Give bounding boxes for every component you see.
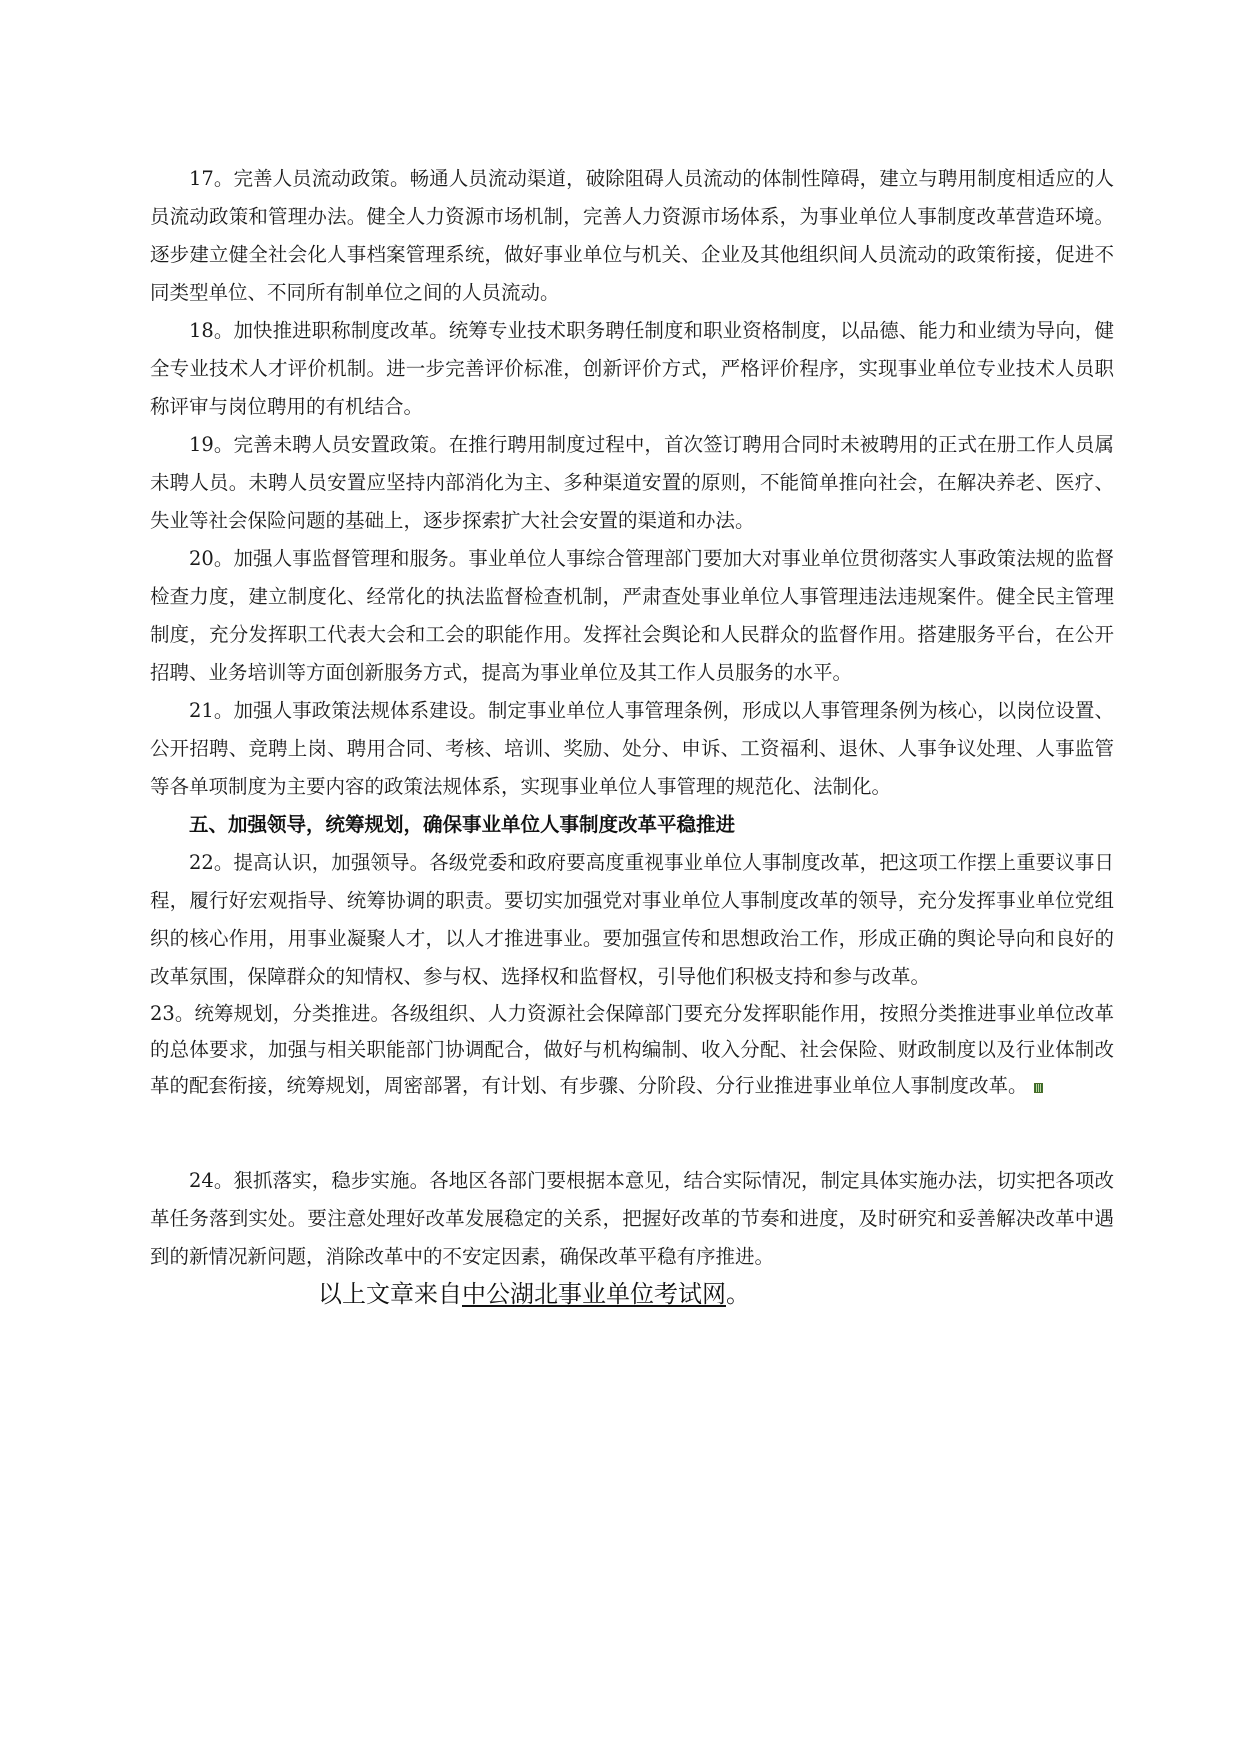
paragraph-23-text: 23。统筹规划，分类推进。各级组织、人力资源社会保障部门要充分发挥职能作用，按照分类推进事业单位改革的总体要求，加强与相关职能部门协调配合，做好与机构编制、收入分配、社会保险、财政制度以及行业体制改革的配套衔接，统筹规划，周密部署，有计划、有步骤、分阶段、分行业推进事业单位人事制度改革。 <box>150 1002 1114 1097</box>
credit-suffix: 。 <box>726 1280 750 1308</box>
paragraph-17: 17。完善人员流动政策。畅通人员流动渠道，破除阻碍人员流动的体制性障碍，建立与聘用制度相适应的人员流动政策和管理办法。健全人力资源市场机制，完善人力资源市场体系，为事业单位人事制度改革营造环境。逐步建立健全社会化人事档案管理系统，做好事业单位与机关、企业及其他组织间人员流动的政策衔接，促进不同类型单位、不同所有制单位之间的人员流动。 <box>150 167 1114 304</box>
paragraph-22: 22。提高认识，加强领导。各级党委和政府要高度重视事业单位人事制度改革，把这项工作摆上重要议事日程，履行好宏观指导、统筹协调的职责。要切实加强党对事业单位人事制度改革的领导，充分发挥事业单位党组织的核心作用，用事业凝聚人才，以人才推进事业。要加强宣传和思想政治工作，形成正确的舆论导向和良好的改革氛围，保障群众的知情权、参与权、选择权和监督权，引导他们积极支持和参与改革。 <box>150 851 1114 988</box>
spacer <box>150 1104 1114 1162</box>
paragraph-18: 18。加快推进职称制度改革。统筹专业技术职务聘任制度和职业资格制度，以品德、能力和业绩为导向，健全专业技术人才评价机制。进一步完善评价标准，创新评价方式，严格评价程序，实现事业单位专业技术人员职称评审与岗位聘用的有机结合。 <box>150 319 1114 418</box>
paragraph-23 <box>150 996 1114 1104</box>
embedded-object-icon <box>1034 1083 1043 1093</box>
document-body <box>150 160 1114 1312</box>
paragraph-21: 21。加强人事政策法规体系建设。制定事业单位人事管理条例，形成以人事管理条例为核心，以岗位设置、公开招聘、竞聘上岗、聘用合同、考核、培训、奖励、处分、申诉、工资福利、退休、人事争议处理、人事监管等各单项制度为主要内容的政策法规体系，实现事业单位人事管理的规范化、法制化。 <box>150 699 1114 798</box>
section-heading-5: 五、加强领导，统筹规划，确保事业单位人事制度改革平稳推进 <box>189 813 736 836</box>
credit-prefix: 以上文章来自 <box>318 1280 462 1308</box>
paragraph-20: 20。加强人事监督管理和服务。事业单位人事综合管理部门要加大对事业单位贯彻落实人事政策法规的监督检查力度，建立制度化、经常化的执法监督检查机制，严肃查处事业单位人事管理违法违规案件。健全民主管理制度，充分发挥职工代表大会和工会的职能作用。发挥社会舆论和人民群众的监督作用。搭建服务平台，在公开招聘、业务培训等方面创新服务方式，提高为事业单位及其工作人员服务的水平。 <box>150 547 1114 684</box>
source-credit <box>150 1276 1114 1312</box>
source-link[interactable]: 中公湖北事业单位考试网 <box>462 1280 726 1308</box>
paragraph-19: 19。完善未聘人员安置政策。在推行聘用制度过程中，首次签订聘用合同时未被聘用的正式在册工作人员属未聘人员。未聘人员安置应坚持内部消化为主、多种渠道安置的原则，不能简单推向社会，在解决养老、医疗、失业等社会保险问题的基础上，逐步探索扩大社会安置的渠道和办法。 <box>150 433 1114 532</box>
paragraph-24: 24。狠抓落实，稳步实施。各地区各部门要根据本意见，结合实际情况，制定具体实施办法，切实把各项改革任务落到实处。要注意处理好改革发展稳定的关系，把握好改革的节奏和进度，及时研究和妥善解决改革中遇到的新情况新问题，消除改革中的不安定因素，确保改革平稳有序推进。 <box>150 1169 1114 1268</box>
